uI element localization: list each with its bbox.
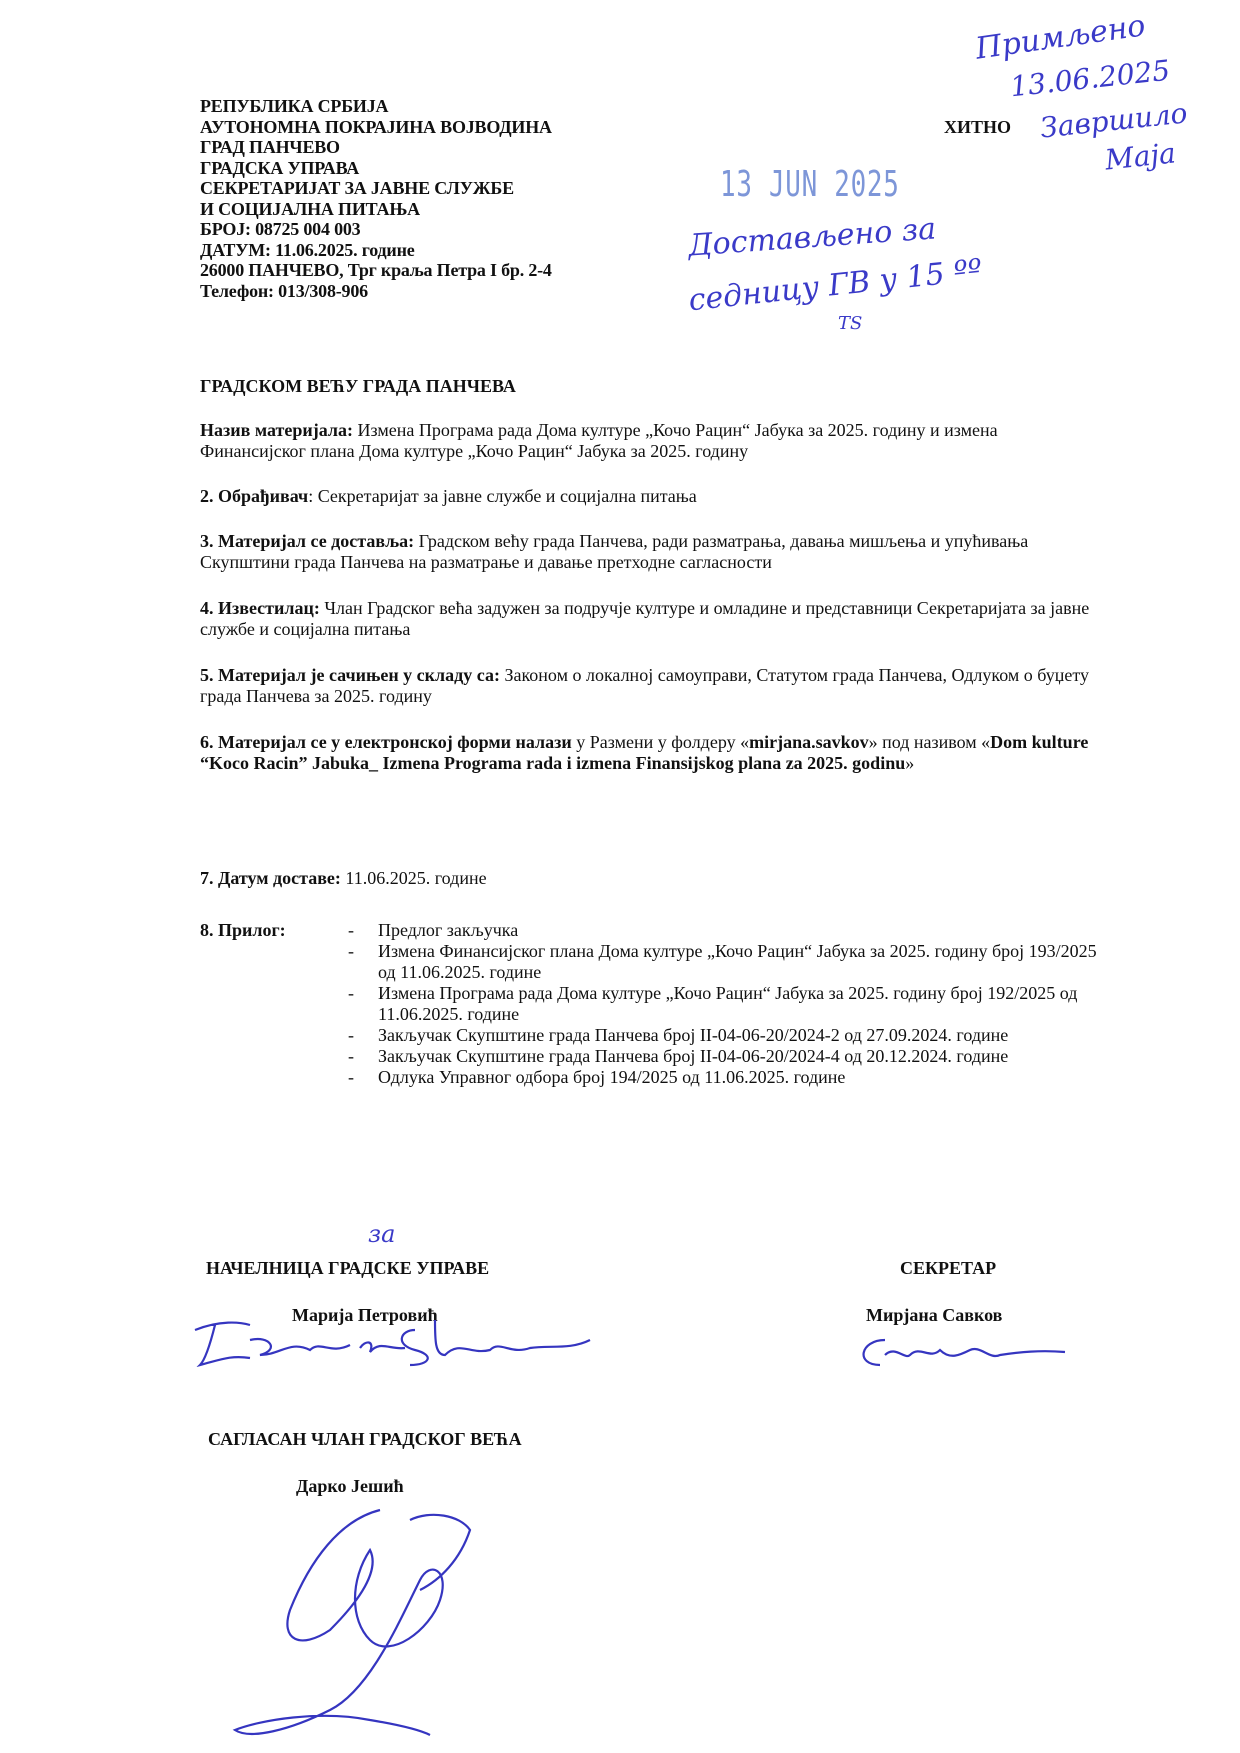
list-dash: - [348, 1067, 354, 1087]
item-label: 5. Материјал је сачињен у складу са: [200, 665, 500, 685]
handwritten-received: Примљено [973, 8, 1148, 67]
item-text: » под називом « [868, 732, 991, 752]
document-date: ДАТУМ: 11.06.2025. године [200, 239, 415, 260]
letterhead-line: СЕКРЕТАРИЈАТ ЗА ЈАВНЕ СЛУЖБЕ [200, 178, 514, 198]
phone: Телефон: 013/308-906 [200, 280, 368, 301]
handwritten-za: за [368, 1220, 396, 1248]
address: 26000 ПАНЧЕВО, Трг краља Петра I бр. 2-4 [200, 260, 552, 280]
head-title: НАЧЕЛНИЦА ГРАДСКЕ УПРАВЕ [206, 1258, 490, 1278]
letterhead-line: И СОЦИЈАЛНА ПИТАЊА [200, 198, 420, 219]
item-label: 3. Материјал се доставља: [200, 531, 415, 551]
list-dash: - [348, 941, 354, 961]
list-dash: - [348, 920, 354, 940]
attachment-item [200, 920, 1110, 941]
received-date-stamp: 13 JUN 2025 [720, 164, 900, 205]
secretary-signature [850, 1330, 1070, 1375]
file-name: Dom kulture “Koco Racin” Jabuka_ Izmena Programa rada i izmena Finansijskog plana za 2025. godinu [200, 732, 1089, 773]
item-text: Члан Градског већа задужен за подручје културе и омладине и представници Секретаријата за јавне службе и социјална питања [200, 598, 1090, 639]
attachment-text: Закључак Скупштине града Панчева број II-04-06-20/2024-4 од 20.12.2024. године [378, 1046, 1009, 1066]
list-dash: - [348, 1025, 354, 1045]
item-text: Законом о локалној самоуправи, Статутом града Панчева, Одлуком о буџету града Панчева за 2025. годину [200, 665, 1089, 706]
letterhead [200, 96, 552, 301]
secretary-title: СЕКРЕТАР [900, 1258, 997, 1278]
attachment-text: Измена Програма рада Дома културе „Кочо Рацин“ Јабука за 2025. годину број 192/2025 од 11.06.2025. године [378, 983, 1078, 1024]
list-dash: - [348, 983, 354, 1003]
item-text: : Секретаријат за јавне службе и социјална питања [308, 486, 697, 506]
item-text: Градском већу града Панчева, ради разматрања, давања мишљења и упућивања Скупштини града Панчева на разматрање и давање претходне сагласности [200, 531, 1029, 572]
item-label: 6. Материјал се у електронској форми налази [200, 732, 572, 752]
item-text: у Размени у фолдеру « [571, 732, 750, 752]
attachment-item [200, 1025, 1110, 1046]
attachment-text: Закључак Скупштине града Панчева број II-04-06-20/2024-2 од 27.09.2024. године [378, 1025, 1009, 1045]
council-member-name: Дарко Јешић [296, 1476, 404, 1496]
addressee: ГРАДСКОМ ВЕЋУ ГРАДА ПАНЧЕВА [200, 376, 516, 396]
secretary-name: Мирјана Савков [866, 1305, 1003, 1325]
letterhead-line: ГРАД ПАНЧЕВО [200, 137, 340, 157]
item-delivery-date [200, 868, 1100, 889]
handwritten-session-note: седницу ГВ у 15 ºº [686, 252, 984, 319]
item-text: Измена Програма рада Дома културе „Кочо Рацин“ Јабука за 2025. годину и измена Финансијског плана Дома културе „Кочо Рацин“ Јабука за 2025. годину [200, 420, 998, 461]
folder-name: mirjana.savkov [749, 732, 869, 752]
item-label: 4. Известилац: [200, 598, 320, 618]
item-delivered-to [200, 531, 1100, 573]
handwritten-delivered-note: Достављено за [687, 211, 938, 264]
attachment-text: Одлука Управног одбора број 194/2025 од 11.06.2025. године [378, 1067, 846, 1087]
attachment-item [200, 1046, 1110, 1067]
urgent-label: ХИТНО [944, 117, 1012, 137]
attachment-item [200, 983, 1110, 1025]
item-label: 2. Обрађивач [200, 486, 309, 506]
attachment-item [200, 1067, 1110, 1088]
attachment-text: Измена Финансијског плана Дома културе „Кочо Рацин“ Јабука за 2025. годину број 193/2025 од 11.06.2025. године [378, 941, 1097, 982]
attachment-text: Предлог закључка [378, 920, 519, 940]
letterhead-line: ГРАДСКА УПРАВА [200, 157, 360, 178]
attachment-item [200, 941, 1110, 983]
item-text: » [905, 753, 915, 773]
council-member-signature [230, 1490, 490, 1750]
list-dash: - [348, 1046, 354, 1066]
item-processor [200, 486, 1100, 507]
handwritten-initials-ts: ТЅ [838, 313, 863, 334]
council-member-title: САГЛАСАН ЧЛАН ГРАДСКОГ ВЕЋА [208, 1429, 522, 1449]
attachments-label: 8. Прилог: [200, 920, 286, 940]
handwritten-note: Завршило [1038, 96, 1189, 145]
handwritten-received-date: 13.06.2025 [1008, 53, 1172, 104]
item-label: Назив материјала: [200, 420, 353, 440]
item-electronic-form [200, 732, 1100, 774]
head-name: Марија Петровић [292, 1305, 438, 1325]
letterhead-line: АУТОНОМНА ПОКРАЈИНА ВОЈВОДИНА [200, 116, 552, 137]
item-label: 7. Датум доставе: [200, 868, 341, 888]
attachments-list [200, 920, 1110, 1088]
item-legal-basis [200, 665, 1100, 707]
item-reporter [200, 598, 1100, 640]
item-text: 11.06.2025. године [340, 868, 487, 888]
item-material-title [200, 420, 1100, 462]
letterhead-line: РЕПУБЛИКА СРБИЈА [200, 96, 389, 116]
head-signature [190, 1310, 610, 1380]
reference-number: БРОЈ: 08725 004 003 [200, 219, 361, 239]
handwritten-initials: Маја [1103, 136, 1178, 177]
